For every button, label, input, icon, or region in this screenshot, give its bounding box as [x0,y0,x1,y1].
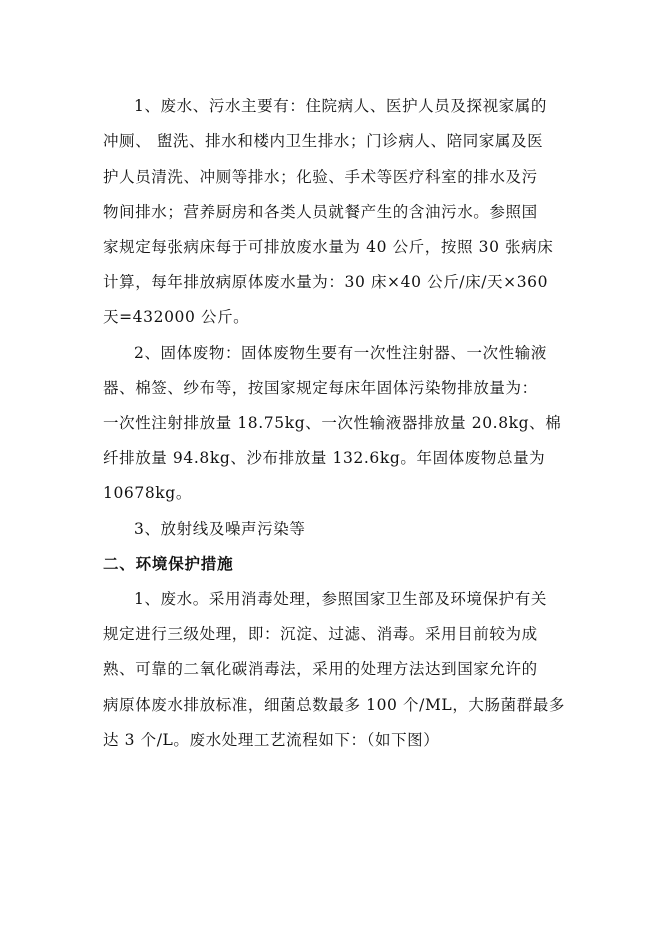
paragraph-line: 病原体废水排放标准，细菌总数最多 100 个/ML，大肠菌群最多 [103,696,566,714]
paragraph-line: 1、废水。采用消毒处理，参照国家卫生部及环境保护有关 [134,590,547,608]
paragraph-line: 冲厕、 盥洗、排水和楼内卫生排水；门诊病人、陪同家属及医 [103,132,544,150]
paragraph-line: 计算，每年排放病原体废水量为：30 床×40 公斤/床/天×360 [103,273,549,291]
paragraph-line: 器、棉签、纱布等，按国家规定每床年固体污染物排放量为： [103,379,538,397]
paragraph-line: 达 3 个/L。废水处理工艺流程如下：（如下图） [103,731,440,749]
paragraph-line: 一次性注射排放量 18.75kg、一次性输液器排放量 20.8kg、棉 [103,414,562,432]
paragraph-line: 物间排水；营养厨房和各类人员就餐产生的含油污水。参照国 [103,203,538,221]
paragraph-line: 3、放射线及噪声污染等 [134,520,306,538]
paragraph-line: 熟、可靠的二氧化碳消毒法，采用的处理方法达到国家允许的 [103,660,538,678]
section-heading: 二、环境保护措施 [103,555,234,573]
paragraph-line: 1、废水、污水主要有：住院病人、医护人员及探视家属的 [134,97,547,115]
paragraph-line: 10678kg。 [103,484,192,502]
paragraph-line: 天=432000 公斤。 [103,308,250,326]
paragraph-line: 家规定每张病床每于可排放废水量为 40 公斤，按照 30 张病床 [103,238,554,256]
paragraph-line: 2、固体废物：固体废物生要有一次性注射器、一次性输液 [134,344,547,362]
paragraph-line: 纤排放量 94.8kg、沙布排放量 132.6kg。年固体废物总量为 [103,449,546,467]
paragraph-line: 护人员清洗、冲厕等排水；化验、手术等医疗科室的排水及污 [103,168,538,186]
paragraph-line: 规定进行三级处理，即：沉淀、过滤、消毒。采用目前较为成 [103,625,538,643]
